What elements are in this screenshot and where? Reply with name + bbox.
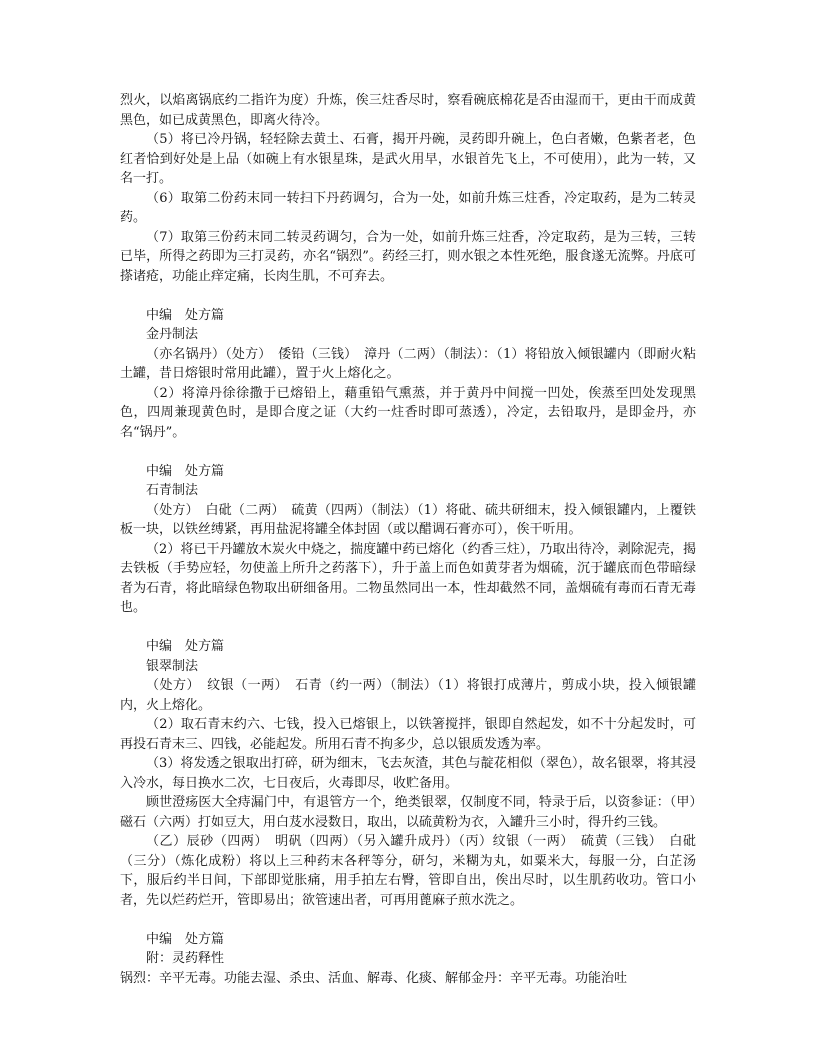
paragraph: （3）将发透之银取出打碎，研为细末，飞去灰渣，其色与靛花相似（翠色），故名银翠，将其浸入冷水，每日换水二次，七日夜后，火毒即尽，收贮备用。: [120, 756, 696, 791]
section-header: 中编 处方篇: [146, 307, 225, 323]
paragraph: 顾世澄疡医大全痔漏门中，有退管方一个，绝类银翠，仅制度不同，特录于后，以资参证：（甲）磁石（六两）打如豆大，用白芨水浸数日，取出，以硫黄粉为衣，入罐升三小时，得升约三钱。: [120, 795, 696, 830]
section-subheader: 银翠制法: [146, 658, 199, 674]
paragraph: （2）取石青末约六、七钱，投入已熔银上，以铁箸搅拌，银即自然起发，如不十分起发时，可再投石青末三、四钱，必能起发。所用石青不拘多少，总以银质发透为率。: [120, 717, 696, 752]
paragraph: 锅烈：辛平无毒。功能去湿、杀虫、活血、解毒、化痰、解郁金丹：辛平无毒。功能治吐: [120, 970, 628, 986]
document-page: [120, 91, 696, 988]
paragraph: （处方） 白砒（二两） 硫黄（四两）（制法）（1）将砒、硫共研细末，投入倾银罐内，上覆铁板一块，以铁丝缚紧，再用盐泥将罐全体封固（或以醋调石膏亦可），俟干听用。: [120, 502, 696, 537]
paragraph: （2）将漳丹徐徐撒于已熔铅上，藉重铅气熏蒸，并于黄丹中间搅一凹处，俟蒸至凹处发现黑色，四周兼现黄色时，是即合度之证（大约一炷香时即可蒸透），冷定，去铅取丹，是即金丹，亦名“锅丹”。: [120, 385, 696, 440]
paragraph: （亦名锅丹）（处方） 倭铅（三钱） 漳丹（二两）（制法）：（1）将铅放入倾银罐内（即耐火粘土罐，昔日熔银时常用此罐），置于火上熔化之。: [120, 346, 696, 381]
section-header: 中编 处方篇: [146, 639, 225, 654]
paragraph: （6）取第二份药末同一转扫下丹药调匀，合为一处，如前升炼三炷香，冷定取药，是为二转灵药。: [120, 190, 696, 225]
section-properties: [120, 930, 696, 989]
section-header: 中编 处方篇: [146, 931, 225, 947]
section-subheader: 石青制法: [146, 483, 199, 498]
section-gold-dan: [120, 306, 696, 443]
paragraph: （7）取第三份药末同二转灵药调匀，合为一处，如前升炼三炷香，冷定取药，是为三转，三转已毕，所得之药即为三打灵药，亦名“锅烈”。药经三打，则水银之本性死绝，服食遂无流弊。丹底可搽诸疮，功能止痒定痛，长肉生肌，不可弃去。: [120, 229, 696, 284]
paragraph: 烈火，以焰离锅底约二指许为度）升炼，俟三炷香尽时，察看碗底棉花是否由湿而干，更由干而成黄黑色，如已成黄黑色，即离火待冷。: [120, 93, 696, 128]
section-shiqing: [120, 462, 696, 618]
paragraph: （5）将已冷丹锅，轻轻除去黄土、石膏，揭开丹碗，灵药即升碗上，色白者嫩，色紫者老，色红者恰到好处是上品（如碗上有水银星珠，是武火用早，水银首先飞上，不可使用），此为一转，又名一打。: [120, 132, 696, 186]
section-subheader: 金丹制法: [146, 327, 199, 342]
paragraph: （2）将已干丹罐放木炭火中烧之，揣度罐中药已熔化（约香三炷），乃取出待冷，剥除泥壳，揭去铁板（手势应轻，勿使盖上所升之药落下），升于盖上而色如黄芽者为烟硫，沉于罐底而色带暗绿者为石青，将此暗绿色物取出研细备用。二物虽然同出一本，性却截然不同，盖烟硫有毒而石青无毒也。: [120, 541, 696, 615]
paragraph: （处方） 纹银（一两） 石青（约一两）（制法）（1）将银打成薄片，剪成小块，投入倾银罐内，火上熔化。: [120, 678, 696, 713]
section-yincui: [120, 637, 696, 910]
intro-section: [120, 91, 696, 286]
section-header: 中编 处方篇: [146, 463, 225, 479]
section-subheader: 附：灵药释性: [146, 951, 225, 966]
paragraph: （乙）辰砂（四两） 明矾（四两）（另入罐升成丹）（丙）纹银（一两） 硫黄（三钱） 白砒（三分）（炼化成粉）将以上三种药末各秤等分，研匀，米糊为丸，如粟米大，每服一分，白芷汤下，服后约半日间，下部即觉胀痛，用手拍左右臀，管即自出，俟出尽时，以生肌药收功。管口小者，先以烂药烂开，管即易出；欲管速出者，可再用蓖麻子煎水洗之。: [120, 834, 696, 908]
